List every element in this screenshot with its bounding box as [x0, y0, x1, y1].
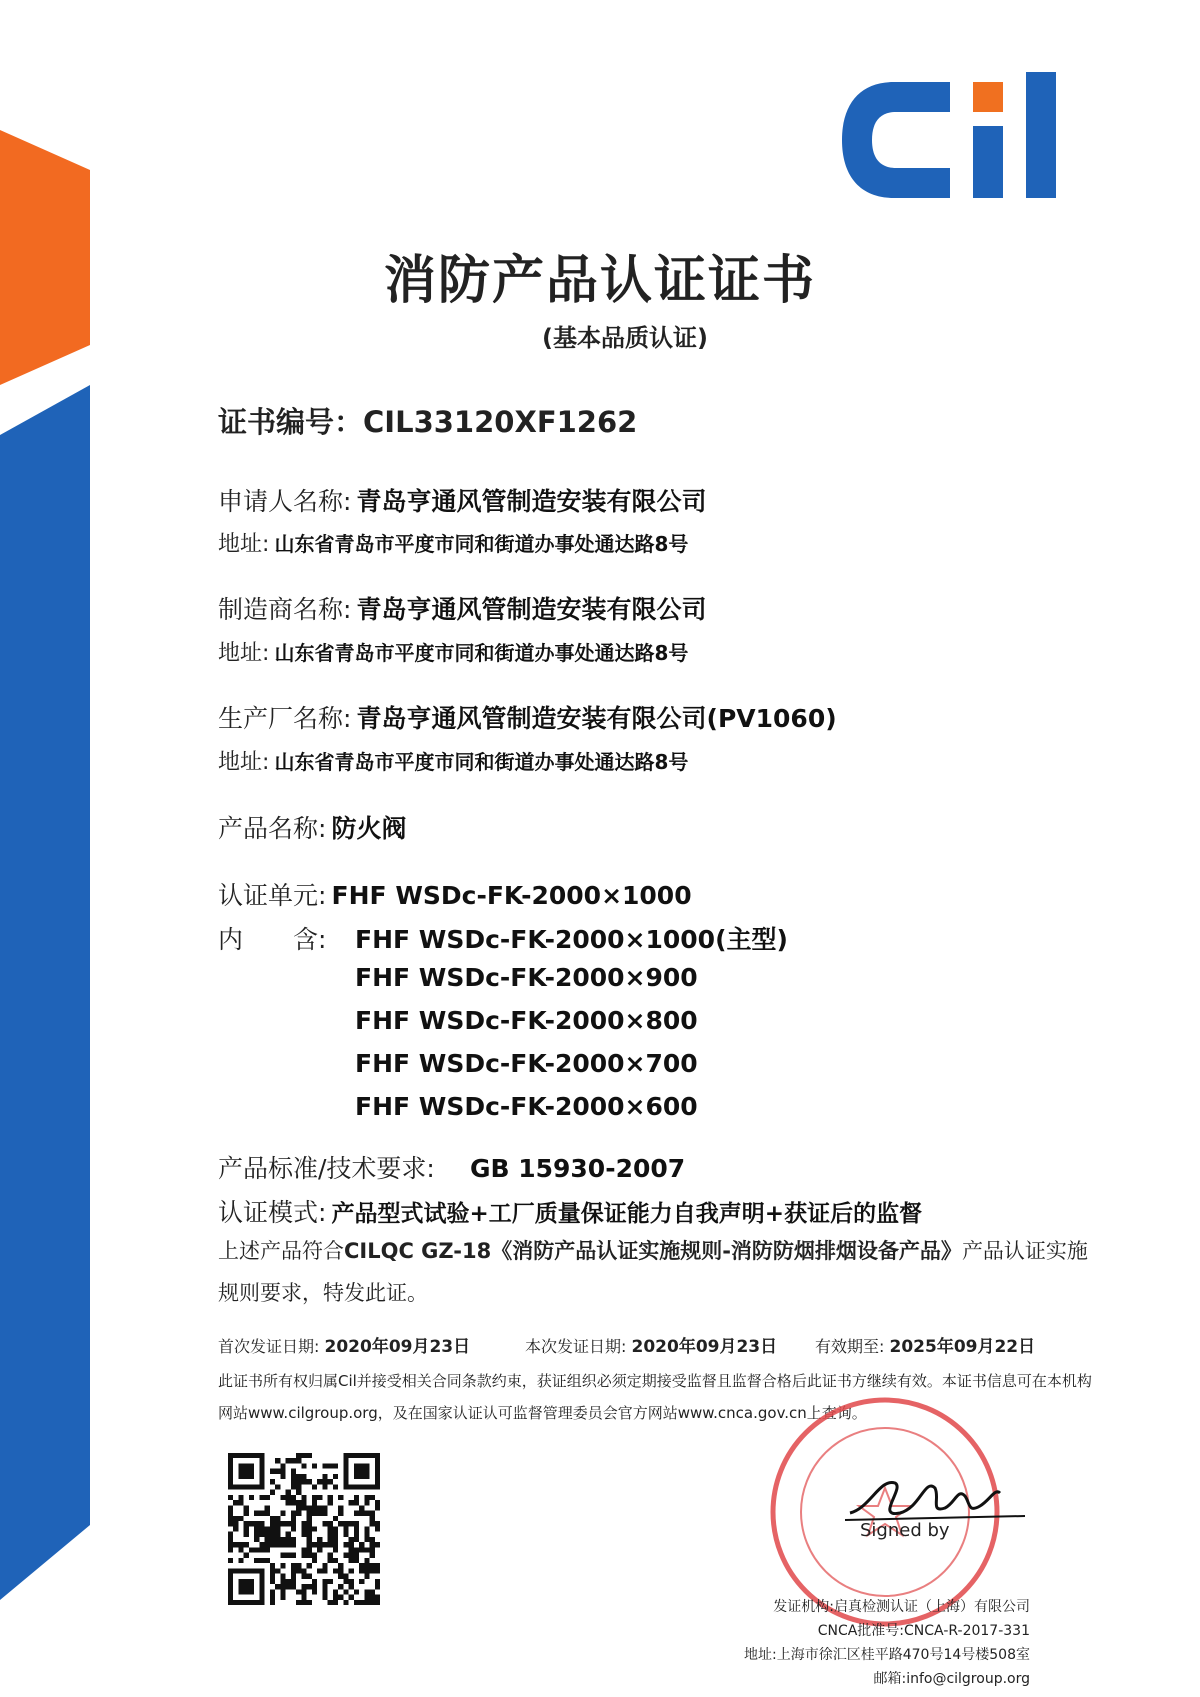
standard-label: 产品标准/技术要求: [218, 1154, 435, 1183]
model-item: FHF WSDc-FK-2000×700 [355, 1049, 698, 1078]
this-issue-date [525, 1332, 777, 1357]
first-issue-value: 2020年09月23日 [324, 1337, 471, 1357]
first-issue-label: 首次发证日期: [218, 1337, 320, 1356]
issuer-address [744, 1644, 1030, 1664]
this-issue-value: 2020年09月23日 [631, 1337, 778, 1357]
conformity-rule: CILQC GZ-18《消防产品认证实施规则-消防防烟排烟设备产品》 [344, 1239, 962, 1263]
model-item: FHF WSDc-FK-2000×800 [355, 1006, 698, 1035]
cert-unit-value: FHF WSDc-FK-2000×1000 [331, 881, 692, 910]
issuer-email [873, 1668, 1030, 1688]
logo-letter-l [1026, 72, 1056, 198]
model-item: FHF WSDc-FK-2000×1000(主型) [355, 925, 788, 954]
first-issue-date [218, 1332, 470, 1357]
issuer-cnca-label: CNCA批准号: [817, 1623, 905, 1639]
manufacturer-name-value: 青岛亨通风管制造安装有限公司 [356, 595, 707, 624]
valid-until-label: 有效期至: [815, 1337, 885, 1356]
manufacturer-name-row [218, 590, 707, 626]
applicant-name-row [218, 482, 707, 518]
qr-code[interactable] [228, 1453, 380, 1605]
manufacturer-address-value: 山东省青岛市平度市同和街道办事处通达路8号 [274, 641, 689, 665]
conformity-statement [218, 1230, 1098, 1314]
issuer-cnca-value: CNCA-R-2017-331 [904, 1623, 1030, 1639]
signed-by-label: Signed by [860, 1520, 950, 1541]
certificate-title: 消防产品认证证书 [383, 251, 816, 311]
manufacturer-name-label: 制造商名称: [218, 595, 352, 624]
issuer-email-label: 邮箱: [873, 1671, 907, 1687]
includes-label: 内 含: [218, 925, 327, 954]
cert-mode-value: 产品型式试验+工厂质量保证能力自我声明+获证后的监督 [331, 1201, 923, 1227]
model-item: FHF WSDc-FK-2000×900 [355, 963, 698, 992]
product-name-label: 产品名称: [218, 814, 327, 843]
cert-mode-label: 认证模式: [218, 1198, 327, 1227]
product-name-row [218, 809, 407, 845]
conformity-suffix: 产品认证实施规则要求，特发此证。 [218, 1239, 1088, 1305]
includes-label-row [218, 920, 326, 956]
factory-name-row [218, 699, 837, 735]
issuer-org-value: 启真检测认证（上海）有限公司 [834, 1599, 1030, 1615]
standard-row [218, 1149, 685, 1185]
manufacturer-address-row [218, 636, 688, 667]
applicant-name-label: 申请人名称: [218, 487, 352, 516]
logo-letter-i-dot [973, 82, 1003, 112]
factory-address-label: 地址: [218, 750, 270, 775]
standard-value: GB 15930-2007 [469, 1154, 686, 1183]
cert-no-value: CIL33120XF1262 [363, 405, 638, 439]
conformity-prefix: 上述产品符合 [218, 1239, 344, 1263]
applicant-address-row [218, 527, 688, 558]
valid-until-date [815, 1332, 1035, 1357]
valid-until-value: 2025年09月22日 [889, 1337, 1036, 1357]
manufacturer-address-label: 地址: [218, 641, 270, 666]
cil-logo [830, 60, 1080, 220]
model-item: FHF WSDc-FK-2000×600 [355, 1092, 698, 1121]
this-issue-label: 本次发证日期: [525, 1337, 627, 1356]
certificate-subtitle: (基本品质认证) [542, 324, 708, 352]
issuer-org-label: 发证机构: [773, 1599, 834, 1615]
cert-unit-row [218, 876, 692, 912]
factory-address-value: 山东省青岛市平度市同和街道办事处通达路8号 [274, 750, 689, 774]
issuer-address-label: 地址: [744, 1647, 777, 1663]
cert-mode-row [218, 1193, 922, 1229]
factory-name-value: 青岛亨通风管制造安装有限公司(PV1060) [356, 704, 837, 733]
logo-letter-i-stem [973, 126, 1003, 198]
certificate-number [218, 400, 637, 441]
issuer-address-value: 上海市徐汇区桂平路470号14号楼508室 [776, 1647, 1030, 1663]
factory-address-row [218, 745, 688, 776]
issuer-cnca [818, 1620, 1030, 1640]
factory-name-label: 生产厂名称: [218, 704, 352, 733]
applicant-address-label: 地址: [218, 532, 270, 557]
applicant-name-value: 青岛亨通风管制造安装有限公司 [356, 487, 707, 516]
applicant-address-value: 山东省青岛市平度市同和街道办事处通达路8号 [274, 532, 689, 556]
blue-band [0, 385, 90, 1600]
issuer-email-value: info@cilgroup.org [906, 1671, 1030, 1687]
issuer-org [773, 1596, 1030, 1616]
cert-unit-label: 认证单元: [218, 881, 327, 910]
handwritten-signature [840, 1458, 1030, 1528]
logo-letter-c [842, 82, 950, 198]
validity-notice: 此证书所有权归属Cil并接受相关合同条款约束，获证组织必须定期接受监督且监督合格后此证书方继续有效。本证书信息可在本机构网站www.cilgroup.org，及在国家认证认可监督管理委员会官方网站www.cnca.gov.cn上查询。 [218, 1372, 1092, 1422]
product-name-value: 防火阀 [331, 814, 407, 843]
cert-no-label: 证书编号： [218, 405, 364, 439]
